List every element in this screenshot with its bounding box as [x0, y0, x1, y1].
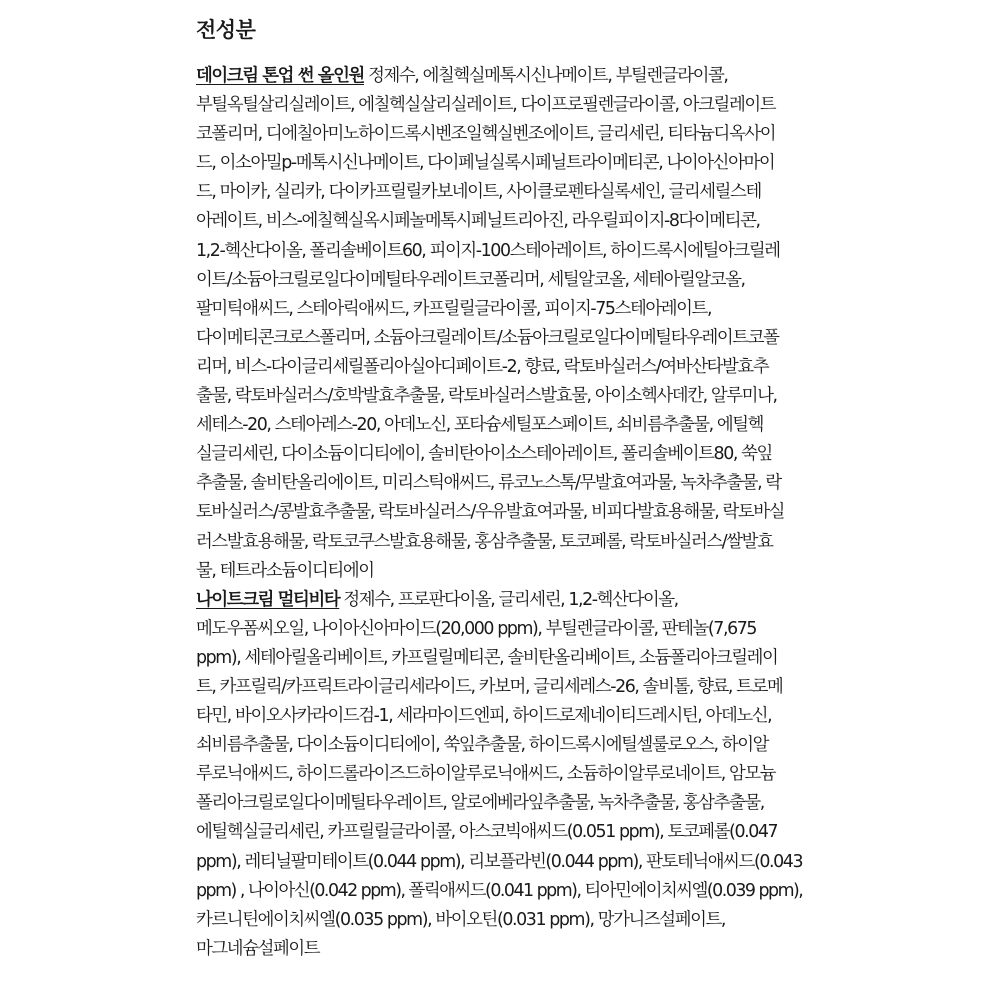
product-name-night-cream: 나이트크림 멀티비타 — [196, 589, 340, 610]
ingredient-line: 세테스-20, 스테아레스-20, 아데노신, 포타슘세틸포스페이트, 쇠비름추출물, 에틸헥 — [196, 415, 764, 436]
ingredient-line: ppm), 레티닐팔미테이트(0.044 ppm), 리보플라빈(0.044 ppm), 판토테닉애씨드(0.043 — [196, 851, 803, 872]
ingredient-line: 추출물, 솔비탄올리에이트, 미리스틱애씨드, 류코노스톡/무발효여과물, 녹차추출물, 락 — [196, 473, 781, 494]
ingredient-line: 팔미틱애씨드, 스테아릭애씨드, 카프릴릴글라이콜, 피이지-75스테아레이트, — [196, 298, 712, 319]
ingredient-line: ppm) , 나이아신(0.042 ppm), 폴릭애씨드(0.041 ppm), 티아민에이치씨엘(0.039 ppm), — [196, 880, 803, 901]
ingredient-line: 물, 테트라소듐이디티에이 — [196, 560, 374, 581]
ingredient-line: 러스발효용해물, 락토코쿠스발효용해물, 홍삼추출물, 토코페롤, 락토바실러스/쌀발효 — [196, 531, 773, 552]
ingredient-section-night-cream — [196, 586, 806, 964]
ingredient-line: 드, 이소아밀p-메톡시신나메이트, 다이페닐실록시페닐트라이메티콘, 나이아신아마이 — [196, 153, 775, 174]
ingredient-line: 리머, 비스-다이글리세릴폴리아실아디페이트-2, 향료, 락토바실러스/여바산타발효추 — [196, 356, 769, 377]
ingredient-text: 정제수, 프로판다이올, 글리세린, 1,2-헥산다이올, — [343, 589, 678, 610]
ingredients-document — [196, 16, 806, 964]
ingredient-line: 다이메티콘크로스폴리머, 소듐아크릴레이트/소듐아크릴로일다이메틸타우레이트코폴 — [196, 327, 779, 348]
ingredient-line: 부틸옥틸살리실레이트, 에칠헥실살리실레이트, 다이프로필렌글라이콜, 아크릴레이트 — [196, 95, 776, 116]
ingredient-line: 드, 마이카, 실리카, 다이카프릴릴카보네이트, 사이클로펜타실록세인, 글리세릴스테 — [196, 182, 761, 203]
ingredient-text: 정제수, 에칠헥실메톡시신나메이트, 부틸렌글라이콜, — [368, 66, 728, 86]
ingredient-line: 쇠비름추출물, 다이소듐이디티에이, 쑥잎추출물, 하이드록시에틸셀룰로오스, 하이알 — [196, 735, 769, 756]
document-title: 전성분 — [196, 18, 256, 42]
ingredient-line: 타민, 바이오사카라이드검-1, 세라마이드엔피, 하이드로제네이티드레시틴, 아데노신, — [196, 706, 772, 727]
product-name-day-cream: 데이크림 톤업 썬 올인원 — [196, 66, 364, 86]
ingredient-section-day-cream — [196, 62, 806, 586]
ingredient-line: 메도우폼씨오일, 나이아신아마이드(20,000 ppm), 부틸렌글라이콜, 판테놀(7,675 — [196, 618, 757, 639]
ingredient-line: 마그네슘설페이트 — [196, 938, 320, 959]
ingredient-line — [196, 62, 806, 91]
ingredient-line: 아레이트, 비스-에칠헥실옥시페놀메톡시페닐트리아진, 라우릴피이지-8다이메티콘, — [196, 211, 760, 232]
ingredient-line: 1,2-헥산다이올, 폴리솔베이트60, 피이지-100스테아레이트, 하이드록시에틸아크릴레 — [196, 240, 780, 261]
ingredient-line: 카르니틴에이치씨엘(0.035 ppm), 바이오틴(0.031 ppm), 망가니즈설페이트, — [196, 909, 726, 930]
ingredient-line: 이트/소듐아크릴로일다이메틸타우레이트코폴리머, 세틸알코올, 세테아릴알코올, — [196, 269, 745, 290]
ingredient-line: ppm), 세테아릴올리베이트, 카프릴릴메티콘, 솔비탄올리베이트, 소듐폴리아크릴레이 — [196, 647, 778, 668]
ingredient-line: 폴리아크릴로일다이메틸타우레이트, 알로에베라잎추출물, 녹차추출물, 홍삼추출물, — [196, 793, 764, 814]
ingredient-line: 출물, 락토바실러스/호박발효추출물, 락토바실러스발효물, 아이소헥사데칸, 알루미나, — [196, 386, 777, 407]
ingredient-line: 에틸헥실글리세린, 카프릴릴글라이콜, 아스코빅애씨드(0.051 ppm), 토코페롤(0.047 — [196, 822, 778, 843]
ingredient-line — [196, 586, 806, 615]
ingredient-line: 코폴리머, 디에칠아미노하이드록시벤조일헥실벤조에이트, 글리세린, 티타늄디옥사이 — [196, 124, 776, 145]
ingredient-line: 토바실러스/콩발효추출물, 락토바실러스/우유발효여과물, 비피다발효용해물, 락토바실 — [196, 502, 785, 523]
ingredient-line: 루로닉애씨드, 하이드롤라이즈드하이알루로닉애씨드, 소듐하이알루로네이트, 암모늄 — [196, 764, 776, 785]
ingredient-line: 실글리세린, 다이소듐이디티에이, 솔비탄아이소스테아레이트, 폴리솔베이트80, 쑥잎 — [196, 444, 772, 465]
ingredient-line: 트, 카프릴릭/카프릭트라이글리세라이드, 카보머, 글리세레스-26, 솔비톨, 향료, 트로메 — [196, 676, 783, 697]
